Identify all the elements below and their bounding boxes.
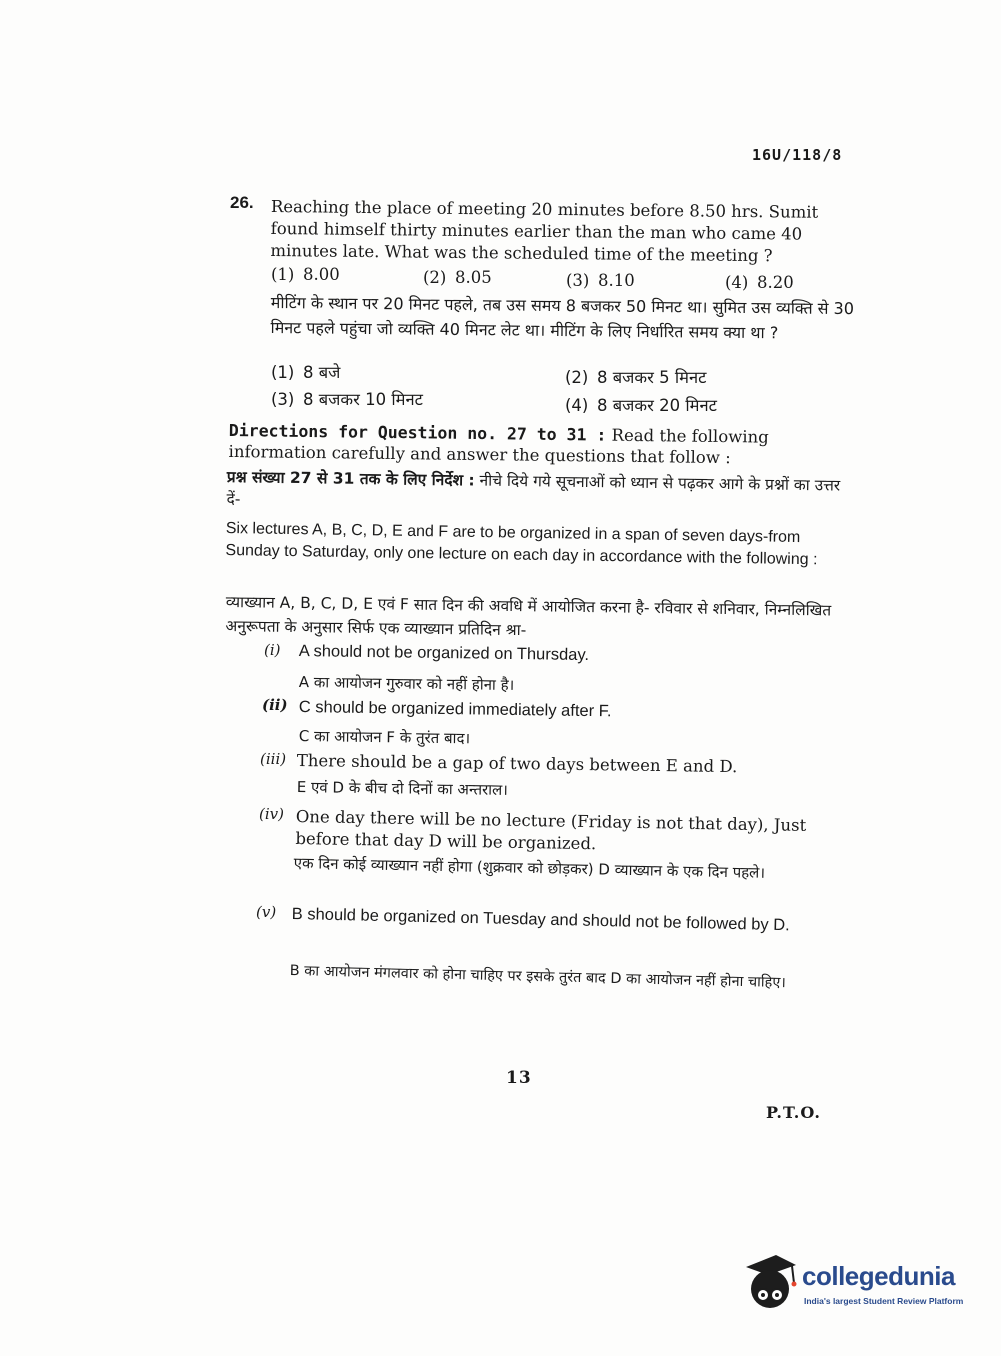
paper-code: 16U/118/8	[752, 146, 843, 164]
option-value: 8.05	[455, 268, 492, 287]
option-number: (3)	[566, 271, 590, 290]
condition-3-hi: E एवं D के बीच दो दिनों का अन्तराल।	[296, 777, 509, 799]
condition-1-en: A should not be organized on Thursday.	[298, 641, 590, 665]
lectures-intro-hi: व्याख्यान A, B, C, D, E एवं F सात दिन की अवधि में आयोजित करना है- रविवार से शनिवार, निम्नलिखित अनुरूपता के अनुसार सिर्फ एक व्याख्यान प्रतिदिन श्रा-	[225, 592, 832, 640]
condition-4-hi: एक दिन कोई व्याख्यान नहीं होगा (शुक्रवार को छोड़कर) D व्याख्यान के एक दिन पहले।	[293, 853, 766, 882]
directions-label-hi: प्रश्न संख्या 27 से 31 तक के लिए निर्देश :	[226, 467, 475, 490]
option-value: 8 बजे	[303, 363, 341, 382]
condition-5-hi: B का आयोजन मंगलवार को होना चाहिए पर इसके तुरंत बाद D का आयोजन नहीं होना चाहिए।	[289, 962, 787, 992]
brand-name: collegedunia	[802, 1261, 955, 1291]
condition-4-en: One day there will be no lecture (Friday is not that day), Just before that day D will be organized.	[295, 806, 807, 854]
option-value: 8 बजकर 10 मिनट	[303, 390, 423, 409]
directions-en	[228, 420, 850, 470]
option-1-en	[271, 265, 340, 284]
option-4-en	[725, 273, 794, 292]
option-2-hi	[565, 365, 706, 390]
condition-1-number: (i)	[264, 641, 281, 659]
directions-label: Directions for Question no. 27 to 31 :	[228, 420, 607, 445]
option-value: 8.10	[598, 271, 635, 290]
directions-text-hi: नीचे दिये गये सूचनाओं को ध्यान से पढ़कर आगे के प्रश्नों का उत्तर दें-	[226, 471, 841, 509]
option-number: (4)	[565, 396, 589, 415]
directions-hi	[226, 466, 852, 519]
option-value: 8 बजकर 20 मिनट	[597, 396, 717, 415]
mascot-icon	[742, 1253, 802, 1315]
collegedunia-logo	[742, 1253, 972, 1315]
option-2-en	[423, 268, 492, 287]
option-value: 8 बजकर 5 मिनट	[597, 368, 707, 387]
pto-label: P.T.O.	[766, 1103, 821, 1122]
option-number: (1)	[271, 363, 295, 382]
page-number: 13	[506, 1068, 532, 1088]
condition-5-number: (v)	[256, 903, 277, 921]
option-number: (3)	[271, 390, 295, 409]
condition-3-en: There should be a gap of two days between E and D.	[296, 750, 738, 777]
question-text-hi: मीटिंग के स्थान पर 20 मिनट पहले, तब उस समय 8 बजकर 50 मिनट था। सुमित उस व्यक्ति से 30 मिनट पहले पहुंचा जो व्यक्ति 40 मिनट लेट था। मीटिंग के लिए निर्धारित समय क्या था ?	[270, 292, 855, 343]
option-value: 8.00	[303, 265, 340, 284]
option-value: 8.20	[757, 273, 794, 292]
question-text-en: Reaching the place of meeting 20 minutes before 8.50 hrs. Sumit found himself thirty minutes earlier than the man who came 40 minutes late. What was the scheduled time of the meeting ?	[270, 196, 819, 266]
brand-tagline: India's largest Student Review Platform	[804, 1296, 964, 1306]
condition-2-hi: C का आयोजन F के तुरंत बाद।	[298, 726, 471, 748]
option-number: (1)	[271, 265, 295, 284]
option-4-hi	[565, 393, 717, 418]
question-number: 26.	[230, 193, 254, 212]
lectures-intro-en: Six lectures A, B, C, D, E and F are to be organized in a span of seven days-from Sunday to Saturday, only one lecture on each day in accordance with the following :	[225, 519, 818, 569]
condition-4-number: (iv)	[259, 805, 284, 823]
option-3-en	[566, 271, 635, 290]
condition-5-en: B should be organized on Tuesday and should not be followed by D.	[291, 904, 790, 935]
option-number: (4)	[725, 273, 749, 292]
option-3-hi	[271, 387, 423, 412]
option-number: (2)	[565, 368, 589, 387]
condition-3-number: (iii)	[260, 750, 287, 768]
condition-2-en: C should be organized immediately after F.	[298, 697, 612, 721]
option-1-hi	[271, 360, 340, 385]
option-number: (2)	[423, 268, 447, 287]
condition-2-number: (ii)	[262, 696, 288, 714]
directions-text: Read the following information carefully and answer the questions that follow :	[228, 425, 769, 468]
condition-1-hi: A का आयोजन गुरुवार को नहीं होना है।	[298, 672, 515, 695]
